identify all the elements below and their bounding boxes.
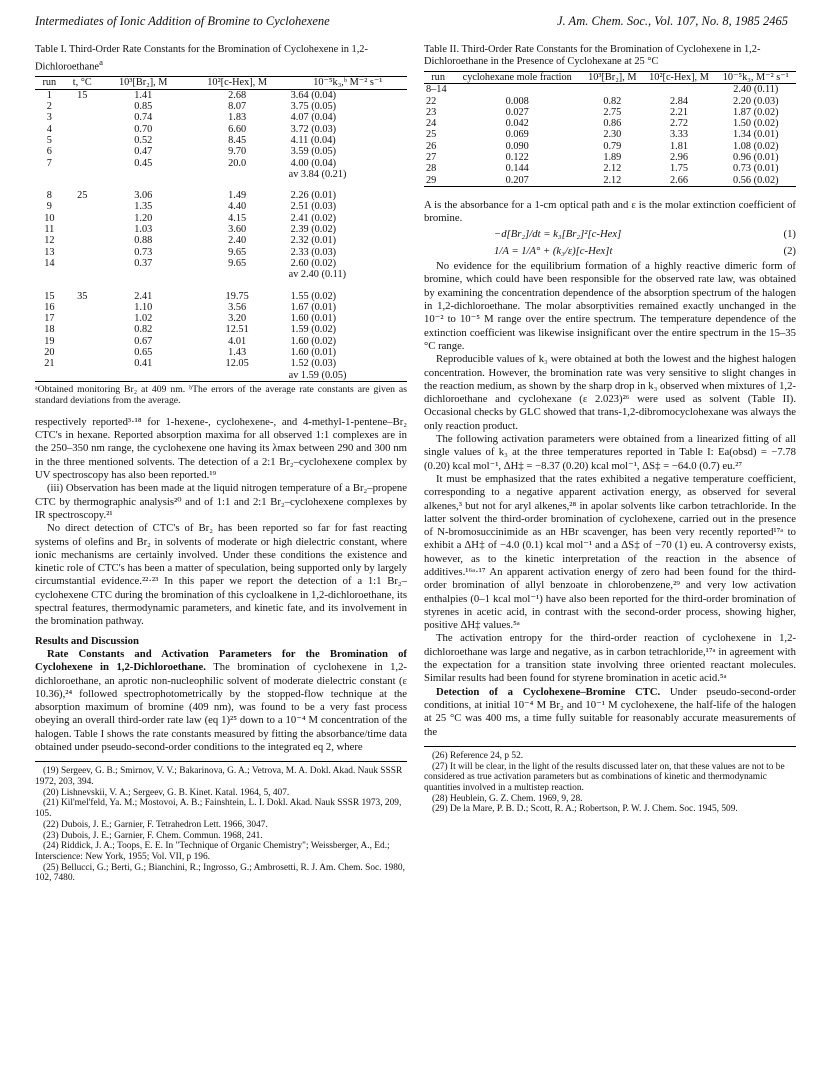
equation-1: −d[Br₂]/dt = k₃[Br₂]²[c-Hex] (1): [494, 227, 796, 240]
table-cell: 0.47: [134, 146, 153, 158]
reference-item: (27) It will be clear, in the light of the results discussed later on, that these values are not to be considered as true activation parameters but as combinations of kinetic and thermodynamic quantities involved in a multistep reaction.: [424, 761, 785, 793]
running-header-left: Intermediates of Ionic Addition of Bromine to Cyclohexene: [35, 14, 330, 28]
table-cell: 1: [46, 89, 52, 101]
table-cell: 35: [77, 290, 88, 302]
table-row: [35, 336, 407, 347]
table-cell: 1.52 (0.03): [290, 358, 337, 370]
table-cell: 2.84: [669, 95, 689, 107]
table-cell: 6: [46, 146, 52, 158]
table-cell: [64, 235, 101, 246]
table-cell: 3.59 (0.05): [290, 146, 337, 158]
table-cell: 0.88: [134, 235, 153, 247]
table-cell: 3.56: [228, 301, 247, 313]
reference-item: (19) Sergeev, G. B.; Smirnov, V. V.; Bakarinova, G. A.; Vetrova, M. A. Dokl. Akad. Nauk SSSR 1972, 203, 394.: [35, 766, 403, 788]
table-cell: 0.74: [134, 112, 153, 124]
table-cell: 4.00 (0.04): [290, 157, 337, 169]
table-cell: 2.66: [642, 175, 715, 187]
table-cell: 2.40: [228, 235, 247, 247]
table-cell: 1.20: [134, 212, 153, 224]
table-cell: [642, 84, 715, 96]
running-header-right: J. Am. Chem. Soc., Vol. 107, No. 8, 1985 2465: [556, 14, 788, 28]
paragraph: Rate Constants and Activation Parameters for the Bromination of Cyclohexene in 1,2-Dichloroethane. The bromination of cyclohexene in 1,2-dichloroethane, an aprotic non-nucleophilic solvent of moderate dielectric constant (ε 10.36),²⁴ followed spectrophotometrically by the stopped-flow technique at the absorption maximum of bromine (409 nm), was found to be a very fast process obeying an overall third-order rate law (eq 1)²⁵ down to a 10⁻⁴ M concentration of the halogen. Table I shows the rate constants measured by fitting the absorbance/time data obtained under pseudo-second-order conditions to the integrated eq 2, where: [35, 647, 407, 754]
table1: [35, 76, 407, 381]
table-cell: 15: [44, 290, 55, 302]
table2: [424, 71, 796, 187]
table-cell: 4.07 (0.04): [290, 112, 337, 124]
table-cell: 1.60 (0.01): [290, 347, 337, 358]
table-cell: 17: [44, 313, 55, 325]
table-cell: 0.027: [505, 106, 529, 118]
table-cell: 1.75: [669, 163, 689, 175]
table-cell: 2.20 (0.03): [733, 95, 779, 107]
table-cell: 2.75: [603, 106, 622, 118]
table-cell: 1.55 (0.02): [290, 290, 337, 302]
table-cell: 0.37: [134, 257, 153, 269]
paragraph: Reproducible values of k₃ were obtained at both the lowest and the highest halogen concentration. However, the bromination rate was very sensitive to slight changes in the reaction medium, as shown by the sharp drop in k₃ observed when mixtures of 1,2-dichloroethane and cyclohexane (ε 2.023)²⁶ were used as solvent (Table II). Occasional checks by GLC showed that trans-1,2-dibromocyclohexane was always the only reaction product.: [424, 353, 796, 432]
reference-item: (28) Heublein, G. Z. Chem. 1969, 9, 28.: [432, 793, 583, 804]
table2-header: 10³[Br₂], M: [582, 72, 642, 84]
table-cell: 1.03: [134, 224, 153, 236]
table-cell: 15: [77, 89, 88, 101]
table1-header: run: [35, 77, 64, 89]
table-cell: 2.12: [603, 163, 622, 175]
table1-footnote: ᵃObtained monitoring Br₂ at 409 nm. ᵇThe errors of the average rate constants are given as standard deviations from the average.: [35, 383, 407, 406]
table-cell: 0.73: [134, 246, 153, 258]
average-row: [35, 370, 407, 382]
subsection-heading: Rate Constants and Activation Parameters for the Bromination of Cyclohexene in 1,2-Dichloroethane.: [35, 647, 407, 674]
average-row: [35, 169, 407, 180]
table-row: [424, 129, 796, 140]
table-cell: 2.68: [228, 89, 247, 101]
table-cell: 9.65: [228, 246, 247, 258]
table1-header: 10³[Br₂], M: [101, 77, 186, 89]
table-row: [424, 118, 796, 129]
table-cell: av 3.84 (0.21): [288, 168, 347, 180]
table-cell: 1.34 (0.01): [733, 129, 779, 141]
table-row: [35, 324, 407, 335]
table-cell: 2.41: [134, 290, 153, 302]
table-cell: 2.41 (0.02): [290, 212, 337, 224]
footnote-references-left: [35, 761, 407, 884]
table-cell: 7: [46, 157, 52, 169]
table-cell: 8–14: [426, 84, 447, 96]
table-row: [35, 247, 407, 258]
table-cell: av 2.40 (0.11): [288, 269, 347, 281]
table-cell: 1.60 (0.01): [290, 313, 337, 325]
table-cell: 12: [44, 235, 55, 247]
table1-header: 10⁻⁵k₃,ᵇ M⁻² s⁻¹: [289, 77, 407, 89]
reference-item: (25) Bellucci, G.; Berti, G.; Bianchini, R.; Ingrosso, G.; Ambrosetti, R. J. Am. Chem. Soc. 1980, 102, 7480.: [35, 862, 405, 884]
table-cell: 0.41: [134, 358, 153, 370]
table-cell: 0.008: [505, 95, 529, 107]
reference-item: (21) Kil'mel'feld, Ya. M.; Mostovoi, A. B.; Fainshtein, L. I. Dokl. Akad. Nauk SSSR 1973, 209, 105.: [35, 798, 402, 820]
table-cell: [64, 146, 101, 157]
group-spacer: [35, 180, 407, 190]
section-heading: Results and Discussion: [35, 634, 139, 647]
table-cell: 0.85: [134, 101, 153, 113]
table-cell: 19.75: [225, 290, 249, 302]
table-cell: 9.65: [228, 257, 247, 269]
table-cell: 4.01: [228, 335, 247, 347]
table-cell: 9.70: [228, 146, 247, 158]
table-cell: 2: [46, 101, 52, 113]
paragraph: (iii) Observation has been made at the liquid nitrogen temperature of a Br₂–propene CTC by thermographic analysis²⁰ and of 1:1 and 2:1 Br₂–cyclohexene complexes by IR spectroscopy.²¹: [35, 482, 407, 521]
table-row: [424, 152, 796, 163]
table-row: [35, 347, 407, 358]
reference-item: (23) Dubois, J. E.; Garnier, F. Chem. Commun. 1968, 241.: [43, 830, 263, 841]
table-row: [35, 158, 407, 169]
table-cell: 5: [46, 134, 52, 146]
group-spacer: [35, 281, 407, 291]
table-row: [424, 96, 796, 107]
table-cell: 1.50 (0.02): [733, 118, 779, 130]
table-cell: 8: [46, 190, 52, 202]
table-cell: 3.75 (0.05): [290, 101, 337, 113]
table-cell: 1.02: [134, 313, 153, 325]
table-cell: 0.79: [603, 140, 622, 152]
table-cell: [64, 201, 101, 212]
table-cell: [64, 358, 101, 369]
table-cell: 1.83: [228, 112, 247, 124]
table-cell: 0.96 (0.01): [733, 152, 779, 164]
paragraph: A is the absorbance for a 1-cm optical path and ε is the molar extinction coefficient of bromine.: [424, 198, 796, 225]
paragraph: No evidence for the equilibrium formation of a highly reactive dimeric form of bromine, which could have been responsible for the observed rate law, was obtained by examining the concentration dependence of the absorption spectrum of the halogen in 1,2-dichloroethane. The molar absorptivities remained exactly unchanged in the 10⁻² to 10⁻⁵ M range over the entire spectrum. The temperature dependence of the extinction coefficient was likewise insignificant over the entire spectrum in the 15–35 °C range.: [424, 260, 796, 352]
table-cell: 2.32 (0.01): [290, 235, 337, 247]
table-cell: 20: [44, 347, 55, 358]
table-row: [35, 101, 407, 112]
table-cell: 2.72: [669, 118, 689, 130]
table-row: [35, 124, 407, 135]
table-cell: 9: [46, 201, 52, 213]
left-column: [35, 44, 407, 884]
paragraph: Detection of a Cyclohexene–Bromine CTC. Under pseudo-second-order conditions, at initial 10⁻⁴ M Br₂ and 10⁻¹ M cyclohexene, the half-life of the halogen at 25 °C was 400 ms, a time fully suitable for reasonably accurate measurements of the: [424, 685, 796, 738]
table-cell: 3.20: [228, 313, 247, 325]
reference-item: (26) Reference 24, p 52.: [432, 750, 524, 761]
table-cell: 0.86: [603, 118, 622, 130]
table-cell: 2.96: [669, 152, 689, 164]
table-cell: [64, 224, 101, 235]
table2-header: run: [424, 72, 452, 84]
reference-item: (24) Riddick, J. A.; Toops, E. E. In "Technique of Organic Chemistry"; Weissberger, A., Ed.; Interscience: New York, 1955; Vol. VII, p 196.: [35, 841, 390, 862]
table2-caption: Table II. Third-Order Rate Constants for the Bromination of Cyclohexene in 1,2-Dichloroethane in the Presence of Cyclohexane at 25 °C: [424, 44, 761, 67]
table-row: [424, 163, 796, 174]
table-cell: 23: [426, 106, 437, 118]
table-cell: 12.51: [225, 324, 249, 336]
table-cell: 0.70: [134, 123, 153, 135]
average-row: [35, 269, 407, 280]
table-cell: [582, 84, 642, 96]
table-row: [424, 107, 796, 118]
table-cell: 3.33: [669, 129, 689, 141]
table-cell: 4: [46, 123, 52, 135]
table-cell: [452, 84, 582, 96]
table-cell: 2.12: [582, 175, 642, 187]
table-cell: 26: [426, 140, 437, 152]
table-cell: 1.35: [134, 201, 153, 213]
table-row: [35, 146, 407, 157]
table-cell: 8.07: [228, 101, 247, 113]
right-column: [424, 44, 796, 815]
table-cell: 1.10: [134, 301, 153, 313]
table-row: [35, 89, 407, 101]
table-cell: [64, 347, 101, 358]
table-cell: 4.15: [228, 212, 247, 224]
table-cell: [64, 247, 101, 258]
table-row: [35, 235, 407, 246]
table-cell: 18: [44, 324, 55, 336]
table-cell: 0.090: [505, 140, 529, 152]
footnote-references-right: [424, 746, 796, 815]
table-cell: 1.87 (0.02): [733, 106, 779, 118]
equation-2: 1/A = 1/A° + (k₃/ε)[c-Hex]t (2): [494, 244, 796, 257]
table-cell: 0.65: [134, 347, 153, 358]
table-cell: 4.40: [228, 201, 247, 213]
table-row: [35, 201, 407, 212]
table-cell: 1.43: [228, 347, 247, 358]
table-cell: [64, 213, 101, 224]
table-cell: 1.41: [134, 89, 153, 101]
table2-body: [424, 84, 796, 187]
table-cell: [64, 324, 101, 335]
table-cell: 22: [426, 95, 437, 107]
subsection-heading: Detection of a Cyclohexene–Bromine CTC.: [436, 685, 661, 698]
table-row: [35, 112, 407, 123]
table-row: [35, 291, 407, 302]
table-cell: [64, 112, 101, 123]
table-cell: 0.069: [505, 129, 529, 141]
table-cell: [64, 101, 101, 112]
table-cell: 1.89: [603, 152, 622, 164]
reference-item: (20) Lishnevskii, V. A.; Sergeev, G. B. Kinet. Katal. 1964, 5, 407.: [43, 787, 290, 798]
table-row: [35, 224, 407, 235]
table-row: [35, 190, 407, 201]
table-cell: 21: [44, 358, 55, 370]
table-cell: 0.82: [134, 324, 153, 336]
reference-item: (29) De la Mare, P. B. D.; Scott, R. A.; Robertson, P. W. J. Chem. Soc. 1945, 509.: [432, 804, 738, 815]
paragraph: The following activation parameters were obtained from a linearized fitting of all single values of k₃ at the three temperatures reported in Table I: Ea(obsd) = −7.78 (0.20) kcal mol⁻¹, ΔH‡ = −8.37 (0.20) kcal mol⁻¹, ΔS‡ = −64.0 (0.7) eu.²⁷: [424, 433, 796, 472]
table-row: [35, 313, 407, 324]
table-cell: 0.122: [505, 152, 529, 164]
table-cell: 0.82: [603, 95, 622, 107]
table-cell: 3.64 (0.04): [290, 89, 337, 101]
table-row: [35, 213, 407, 224]
table-cell: av 1.59 (0.05): [289, 370, 407, 382]
table-cell: 24: [426, 118, 437, 130]
left-body-text: [35, 416, 407, 754]
table-cell: 12.05: [225, 358, 249, 370]
table-cell: 1.67 (0.01): [290, 301, 337, 313]
table-cell: 1.08 (0.02): [733, 140, 779, 152]
table-cell: 2.40 (0.11): [733, 84, 779, 96]
table-cell: [64, 313, 101, 324]
table-cell: 2.51 (0.03): [290, 201, 337, 213]
table-cell: 3.72 (0.03): [290, 123, 337, 135]
paragraph: respectively reported³·¹⁸ for 1-hexene-, cyclohexene-, and 4-methyl-1-pentene–Br₂ CTC's in hexane. Reported absorption maxima for all observed 1:1 complexes are in the 250–350 nm range, the cyclohexene one having its λmax between 290 and 300 nm in the three mentioned solvents. The detection of a 2:1 Br₂–cyclohexene complex by UV spectroscopy has also been reported.¹⁹: [35, 415, 407, 482]
table-cell: 0.56 (0.02): [716, 175, 796, 187]
table1-body: [35, 89, 407, 381]
paragraph: No direct detection of CTC's of Br₂ has been reported so far for fast reacting systems of olefins and Br₂ in solvents of moderate or high dielectric constant, where ionic mechanisms are certainly involved. Under these conditions the existence and kinetic role of CTC's has been a matter of speculation, being supported only by largely circumstantial evidence.²²·²³ In this paper we report the detection of a 1:1 Br₂–cyclohexene CTC during the bromination of this cycloalkene in 1,2-dichloroethane, its spectral features, thermodynamic parameters, and kinetic fate, and its involvement in the bromination pathway.: [35, 522, 407, 628]
table-cell: [64, 135, 101, 146]
table1-header: t, °C: [64, 77, 101, 89]
table-cell: 2.30: [603, 129, 622, 141]
table-cell: [64, 258, 101, 269]
table-cell: 2.26 (0.01): [290, 190, 337, 202]
table-row: [35, 258, 407, 269]
right-body-text: [424, 199, 796, 739]
table2-header: cyclohexane mole fraction: [452, 72, 582, 84]
table-cell: 1.49: [228, 190, 247, 202]
table-cell: [64, 124, 101, 135]
table-row: [35, 302, 407, 313]
paragraph: It must be emphasized that the rates exhibited a negative temperature coefficient, corresponding to a negative apparent activation energy, as observed for several alkenes,³ but not for aryl alkenes,²⁸ in apolar solvents like carbon tetrachloride. In the latter solvent the third-order bromination of cyclohexene, carried out in the presence of N-bromosuccinimide as an HBr scavenger, has been very recently reported¹⁷ᵃ to exhibit a ΔH‡ of −4.0 (0.1) kcal mol⁻¹ and a ΔS‡ of −70 (1) eu. A controversy exists, however, as to the kinetic interpretation of the reaction in the absence of additives.¹⁶ᵃ·¹⁷ An apparent activation energy of zero had been found for the third-order bromination of allyl benzoate in chlorobenzene,²⁹ and very low activation enthalpies (0–1 kcal mol⁻¹) have also been reported for the third-order bromination of styrenes in acetic acid, in contrast with the second-order process, showing higher, positive ΔH‡ values.⁵ᵃ: [424, 472, 796, 632]
table-cell: 1.59 (0.02): [290, 324, 337, 336]
table-cell: 16: [44, 301, 55, 313]
table-cell: 28: [426, 163, 437, 175]
table-cell: 1.60 (0.02): [290, 335, 337, 347]
table1-header: 10²[c-Hex], M: [186, 77, 289, 89]
table-cell: 25: [77, 190, 88, 202]
table-cell: 0.73 (0.01): [733, 163, 779, 175]
table-cell: 10: [44, 212, 55, 224]
table-cell: 4.11 (0.04): [290, 134, 336, 146]
table-cell: 27: [426, 152, 437, 164]
table-cell: [64, 336, 101, 347]
table-cell: 14: [44, 257, 55, 269]
table-row: [35, 135, 407, 146]
paragraph: The activation entropy for the third-order reaction of cyclohexene in 1,2-dichloroethane was large and negative, as in carbon tetrachloride,¹⁷ᵃ in agreement with the expectation for a transition state involving three oriented reactant molecules. Similar results had been found for styrene bromination in acetic acid.⁵ᵃ: [424, 632, 796, 685]
table2-header: 10⁻⁵k₃, M⁻² s⁻¹: [716, 72, 796, 84]
table-cell: [64, 158, 101, 169]
table-cell: 3: [46, 112, 52, 124]
reference-item: (22) Dubois, J. E.; Garnier, F. Tetrahedron Lett. 1966, 3047.: [43, 819, 268, 830]
table-cell: 2.60 (0.02): [290, 257, 337, 269]
table-cell: 2.39 (0.02): [290, 224, 337, 236]
table-cell: 8.45: [228, 134, 247, 146]
table-cell: 0.52: [134, 134, 153, 146]
table-cell: [64, 302, 101, 313]
table-row: [424, 175, 796, 187]
table-cell: 0.45: [134, 157, 153, 169]
table-cell: 0.042: [505, 118, 529, 130]
table-cell: 2.21: [669, 106, 689, 118]
table-cell: 29: [424, 175, 452, 187]
table-cell: 0.207: [452, 175, 582, 187]
table2-header: 10²[c-Hex], M: [642, 72, 715, 84]
table-cell: 20.0: [228, 157, 247, 169]
table-cell: 0.67: [134, 335, 153, 347]
table-cell: 1.81: [669, 140, 689, 152]
table1-caption: Table I. Third-Order Rate Constants for the Bromination of Cyclohexene in 1,2-Dichloroethane$^a$: [35, 44, 368, 73]
table-cell: 6.60: [228, 123, 247, 135]
table-row: [424, 84, 796, 96]
table-cell: 2.33 (0.03): [290, 246, 337, 258]
table-cell: 0.144: [505, 163, 529, 175]
table-cell: 19: [44, 335, 55, 347]
table-cell: 25: [426, 129, 437, 141]
table-cell: 3.06: [134, 190, 153, 202]
table-row: [424, 141, 796, 152]
table-cell: 13: [44, 246, 55, 258]
table-cell: 11: [44, 224, 55, 236]
table-cell: 3.60: [228, 224, 247, 236]
table-row: [35, 358, 407, 369]
